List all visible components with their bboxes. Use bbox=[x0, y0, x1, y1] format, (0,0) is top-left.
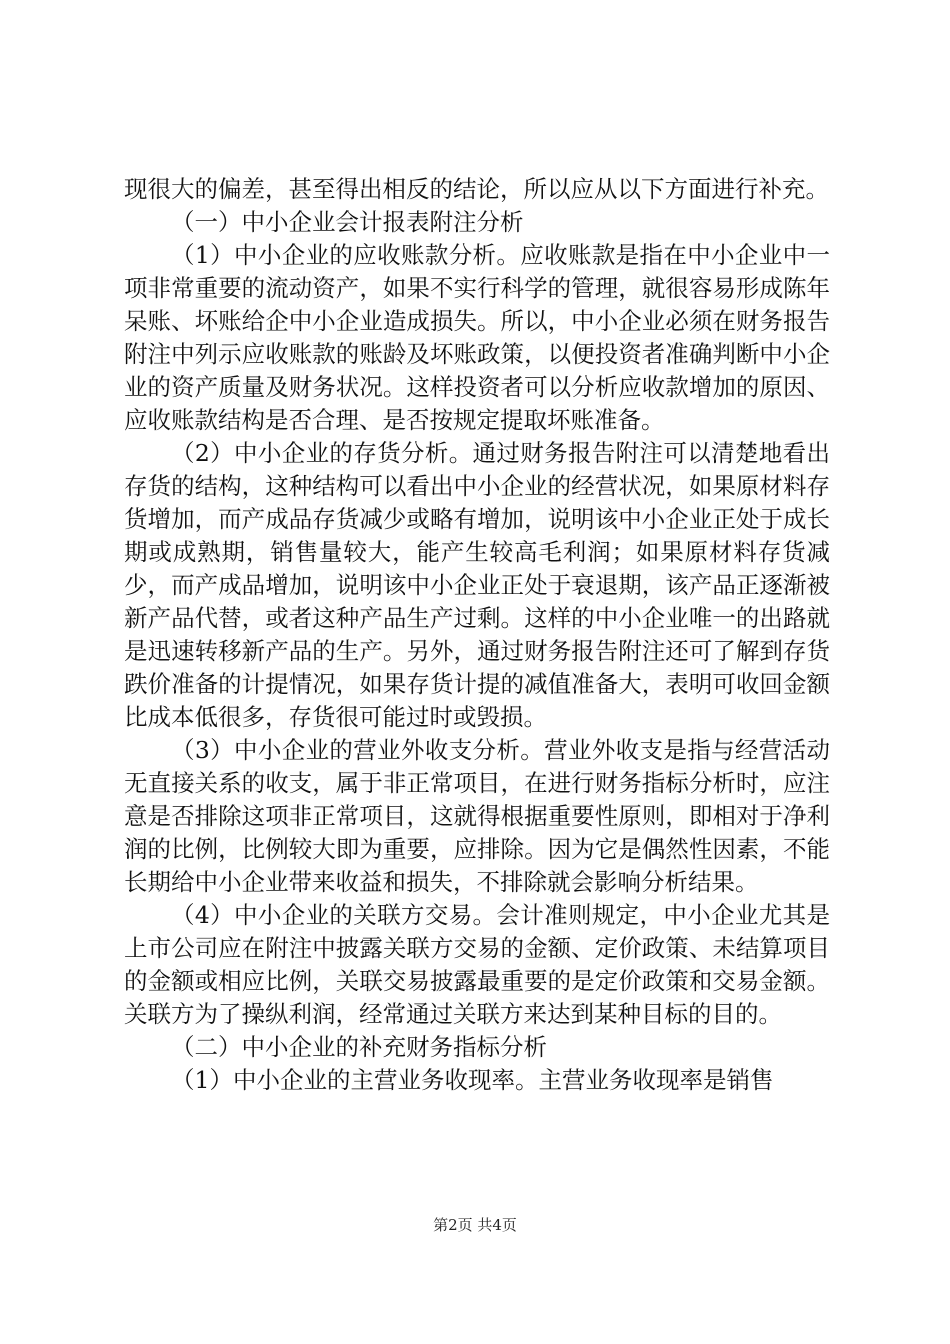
paragraph-related-party-transactions: （4）中小企业的关联方交易。会计准则规定，中小企业尤其是上市公司应在附注中披露关联方交易的金额、定价政策、未结算项目的金额或相应比例，关联交易披露最重要的是定价政策和交易金额。关联方为了操纵利润，经常通过关联方来达到某种目标的目的。 bbox=[124, 901, 830, 1028]
paragraph-inventory-analysis: （2）中小企业的存货分析。通过财务报告附注可以清楚地看出存货的结构，这种结构可以看出中小企业的经营状况，如果原材料存货增加，而产成品存货减少或略有增加，说明该中小企业正处于成长期或成熟期，销售量较大，能产生较高毛利润；如果原材料存货减少，而产成品增加，说明该中小企业正处于衰退期，该产品正逐渐被新产品代替，或者这种产品生产过剩。这样的中小企业唯一的出路就是迅速转移新产品的生产。另外，通过财务报告附注还可了解到存货跌价准备的计提情况，如果存货计提的减值准备大，表明可收回金额比成本低很多，存货很可能过时或毁损。 bbox=[124, 439, 830, 731]
paragraph-non-operating-analysis: （3）中小企业的营业外收支分析。营业外收支是指与经营活动无直接关系的收支，属于非正常项目，在进行财务指标分析时，应注意是否排除这项非正常项目，这就得根据重要性原则，即相对于净利润的比例，比例较大即为重要，应排除。因为它是偶然性因素，不能长期给中小企业带来收益和损失，不排除就会影响分析结果。 bbox=[124, 736, 830, 896]
document-body bbox=[124, 173, 830, 1097]
section-heading-supplementary-indicators: （二）中小企业的补充财务指标分析 bbox=[171, 1033, 547, 1061]
paragraph-main-business-cash-ratio: （1）中小企业的主营业务收现率。主营业务收现率是销售 bbox=[171, 1066, 774, 1094]
paragraph-receivables-analysis: （1）中小企业的应收账款分析。应收账款是指在中小企业中一项非常重要的流动资产，如果不实行科学的管理，就很容易形成陈年呆账、坏账给企中小企业造成损失。所以，中小企业必须在财务报告附注中列示应收账款的账龄及坏账政策，以便投资者准确判断中小企业的资产质量及财务状况。这样投资者可以分析应收款增加的原因、应收账款结构是否合理、是否按规定提取坏账准备。 bbox=[124, 241, 830, 434]
paragraph-continuation: 现很大的偏差，甚至得出相反的结论，所以应从以下方面进行补充。 bbox=[124, 175, 829, 203]
section-heading-notes-analysis: （一）中小企业会计报表附注分析 bbox=[171, 208, 524, 236]
page-number-footer: 第2页 共4页 bbox=[433, 1216, 517, 1234]
